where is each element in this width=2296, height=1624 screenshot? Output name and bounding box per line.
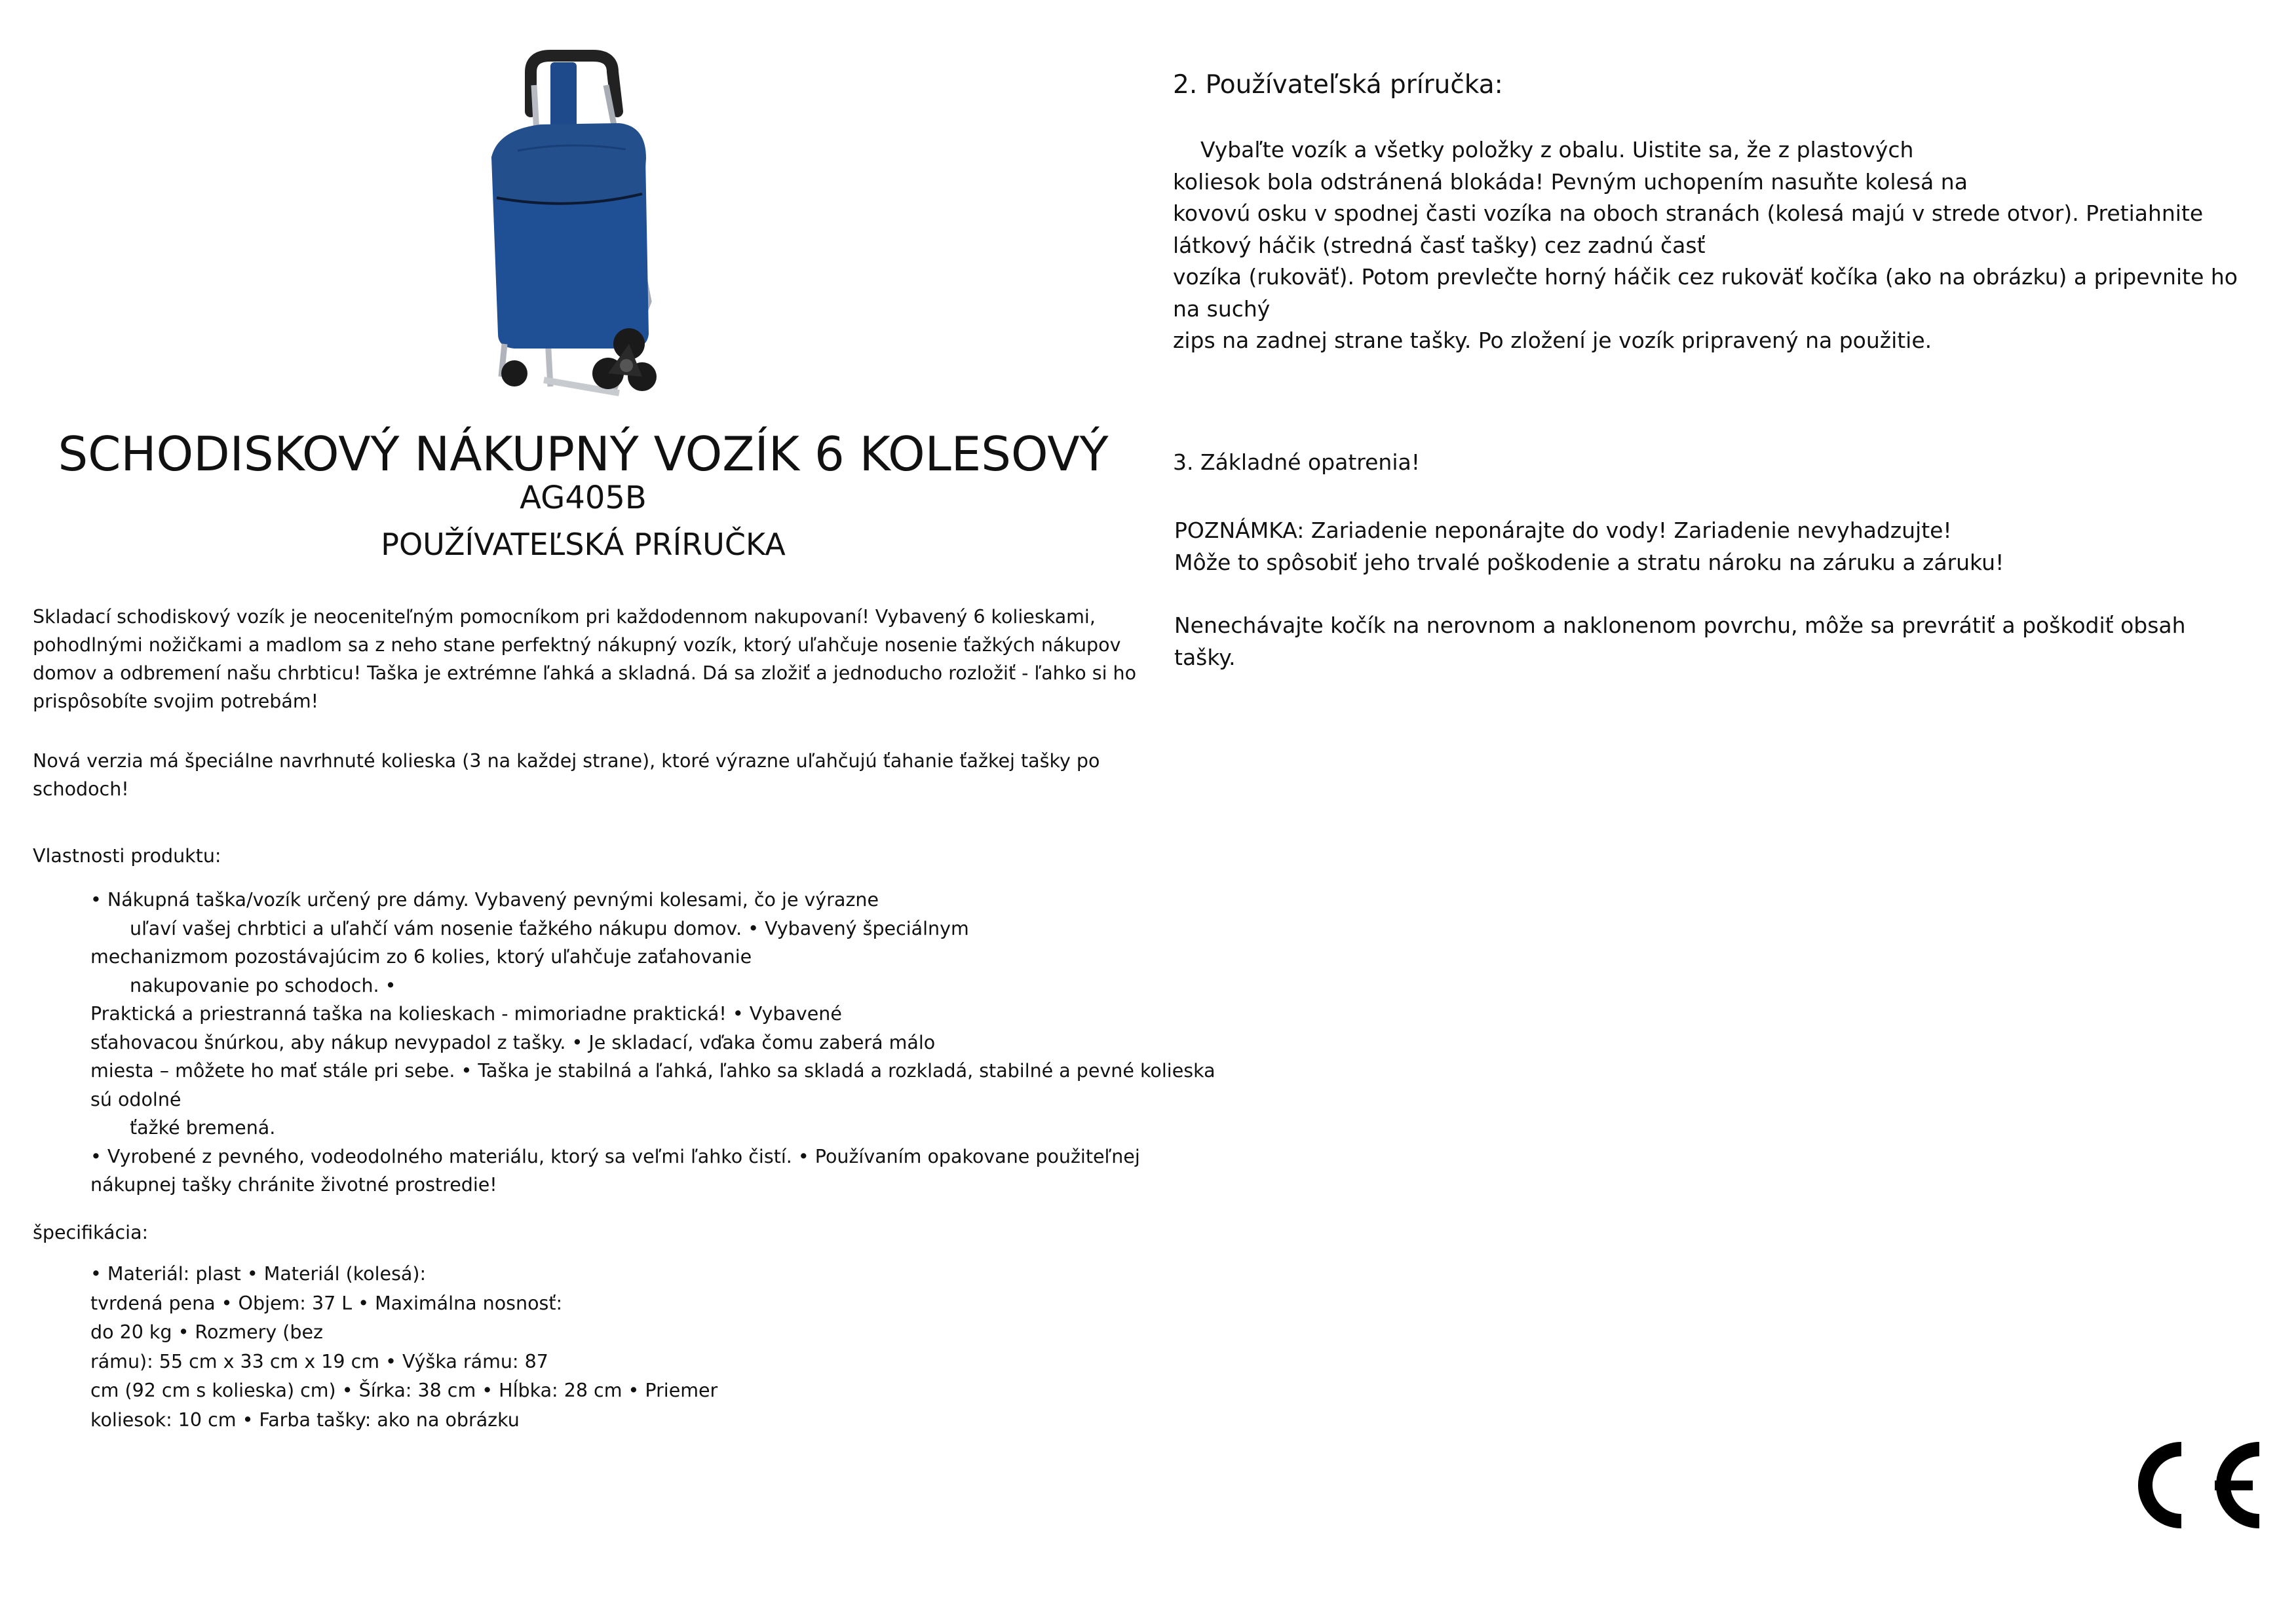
warning-line: tašky. bbox=[1174, 644, 1236, 670]
warning-line: Nenechávajte kočík na nerovnom a naklonenom povrchu, môže sa prevrátiť a poškodiť obsah bbox=[1174, 613, 2186, 638]
intro-paragraph: Skladací schodiskový vozík je neoceniteľným pomocníkom pri každodennom nakupovaní! Vybavený 6 kolieskami, pohodlnými nožičkami a madlom sa z neho stane perfektný nákupný vozík, ktorý uľahčuje nosenie ťažkých nákupov domov a odbremení našu chrbticu! Taška je extrémne ľahká a skladná. Dá sa zložiť a jednoducho rozložiť - ľahko si ho prispôsobíte svojim potrebám! bbox=[33, 606, 1137, 712]
document-subtitle: POUŽÍVATEĽSKÁ PRÍRUČKA bbox=[381, 527, 786, 562]
feature-line: • Vyrobené z pevného, vodeodolného materiálu, ktorý sa veľmi ľahko čistí. • Používaním opakovane použiteľnej bbox=[90, 1145, 1140, 1167]
feature-line: miesta – môžete ho mať stále pri sebe. • Taška je stabilná a ľahká, ľahko sa skladá a rozkladá, stabilné a pevné kolieska bbox=[90, 1060, 1215, 1082]
manual-line: koliesok bola odstránená blokáda! Pevným uchopením nasuňte kolesá na bbox=[1173, 168, 1968, 195]
note-line: POZNÁMKA: Zariadenie neponárajte do vody! Zariadenie nevyhadzujte! bbox=[1174, 518, 1952, 543]
spec-line: • Materiál: plast • Materiál (kolesá): bbox=[90, 1263, 427, 1285]
feature-line: sú odolné bbox=[90, 1088, 182, 1110]
model-number: AG405B bbox=[520, 480, 647, 516]
feature-line: • Nákupná taška/vozík určený pre dámy. Vybavený pevnými kolesami, čo je výrazne bbox=[90, 889, 879, 911]
feature-line: Praktická a priestranná taška na kolieskach - mimoriadne praktická! • Vybavené bbox=[90, 1003, 842, 1025]
document-title: SCHODISKOVÝ NÁKUPNÝ VOZÍK 6 KOLESOVÝ bbox=[58, 426, 1109, 482]
specification-heading: špecifikácia: bbox=[33, 1222, 149, 1243]
manual-line: na suchý bbox=[1173, 295, 1271, 322]
intro-paragraph: Nová verzia má špeciálne navrhnuté kolieska (3 na každej strane), ktoré výrazne uľahčujú ťahanie ťažkej tašky po schodoch! bbox=[33, 750, 1100, 800]
feature-line: ťažké bremená. bbox=[130, 1117, 276, 1139]
shopping-trolley-icon bbox=[452, 46, 714, 413]
spec-line: tvrdená pena • Objem: 37 L • Maximálna nosnosť: bbox=[90, 1292, 563, 1314]
feature-line: uľaví vašej chrbtici a uľahčí vám nosenie ťažkého nákupu domov. • Vybavený špeciálnym bbox=[130, 917, 969, 939]
manual-heading: 2. Používateľská príručka: bbox=[1173, 70, 1503, 100]
feature-line: mechanizmom pozostávajúcim zo 6 kolies, ktorý uľahčuje zaťahovanie bbox=[90, 946, 752, 968]
feature-line: sťahovacou šnúrkou, aby nákup nevypadol z tašky. • Je skladací, vďaka čomu zaberá málo bbox=[90, 1031, 936, 1053]
spec-line: koliesok: 10 cm • Farba tašky: ako na obrázku bbox=[90, 1408, 520, 1431]
note-line: Môže to spôsobiť jeho trvalé poškodenie a stratu nároku na záruku a záruku! bbox=[1174, 549, 2004, 575]
manual-line: zips na zadnej strane tašky. Po zložení je vozík pripravený na použitie. bbox=[1173, 328, 1932, 353]
manual-line: látkový háčik (stredná časť tašky) cez zadnú časť bbox=[1173, 232, 1706, 258]
feature-line: nakupovanie po schodoch. • bbox=[130, 974, 396, 996]
manual-line: vozíka (rukoväť). Potom prevlečte horný háčik cez rukoväť kočíka (ako na obrázku) a pripevnite ho bbox=[1173, 264, 2238, 290]
manual-line: kovovú osku v spodnej časti vozíka na oboch stranách (kolesá majú v strede otvor). Pretiahnite bbox=[1173, 200, 2204, 226]
spec-line: cm (92 cm s kolieska) cm) • Šírka: 38 cm • Hĺbka: 28 cm • Priemer bbox=[90, 1380, 718, 1401]
manual-line: Vybaľte vozík a všetky položky z obalu. Uistite sa, že z plastových bbox=[1200, 137, 1914, 162]
features-heading: Vlastnosti produktu: bbox=[33, 845, 221, 867]
precautions-heading: 3. Základné opatrenia! bbox=[1173, 449, 1420, 475]
feature-line: nákupnej tašky chránite životné prostredie! bbox=[90, 1174, 497, 1196]
spec-line: do 20 kg • Rozmery (bez bbox=[90, 1321, 323, 1343]
ce-mark-icon bbox=[2131, 1435, 2268, 1536]
spec-line: rámu): 55 cm x 33 cm x 19 cm • Výška rámu: 87 bbox=[90, 1350, 548, 1372]
